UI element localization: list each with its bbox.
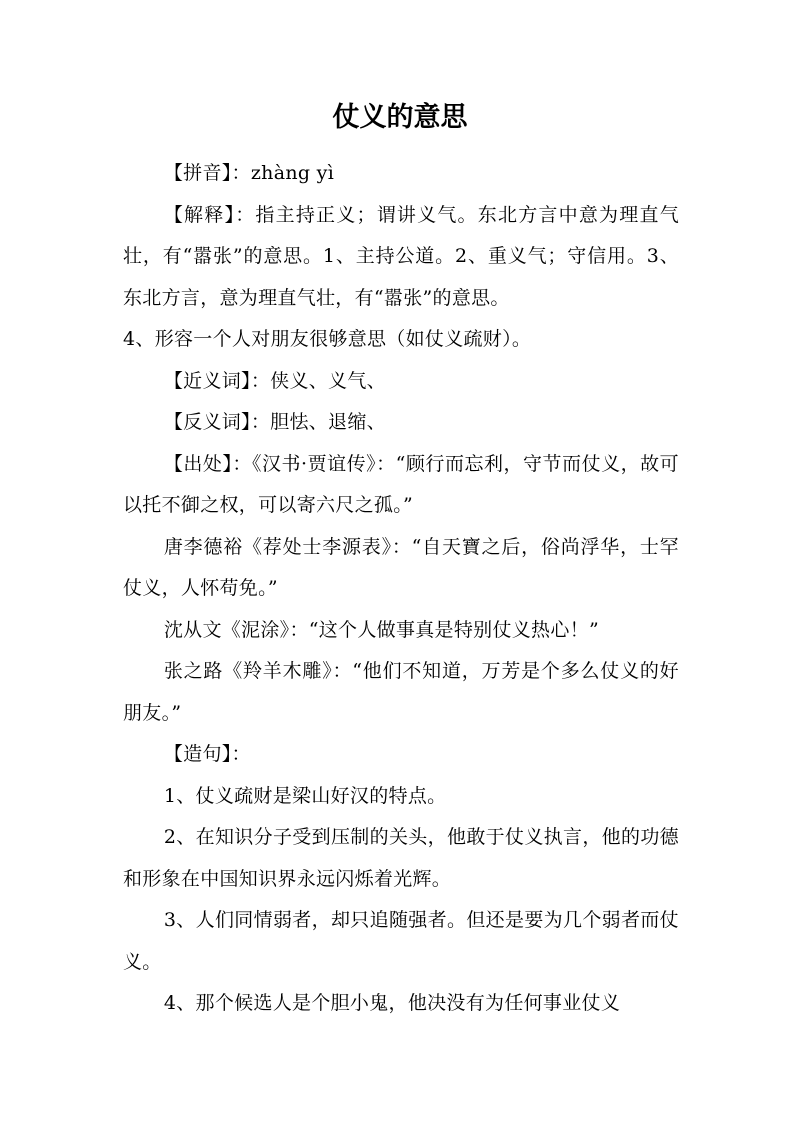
definition-paragraph: 【解释】：指主持正义；谓讲义气。东北方言中意为理直气壮，有“嚣张”的意思。1、主持公道。2、重义气；守信用。3、东北方言，意为理直气壮，有“嚣张”的意思。	[123, 203, 679, 309]
quote-zhang-zhilu: 张之路《羚羊木雕》：“他们不知道，万芳是个多么仗义的好朋友。”	[123, 660, 679, 724]
page-title: 仗义的意思	[332, 102, 468, 133]
document-body	[123, 153, 679, 1025]
antonyms-paragraph: 【反义词】：胆怯、退缩、	[163, 411, 386, 433]
synonyms-paragraph: 【近义词】：侠义、义气、	[163, 369, 386, 392]
example-sentence-4: 4、那个候选人是个胆小鬼，他决没有为任何事业仗义	[163, 992, 621, 1014]
definition-item-4: 4、形容一个人对朋友很够意思（如仗义疏财）。	[123, 328, 532, 350]
quote-shen-congwen: 沈从文《泥涂》：“这个人做事真是特别仗义热心！”	[163, 618, 599, 641]
example-sentence-1: 1、仗义疏财是梁山好汉的特点。	[163, 784, 447, 807]
source-paragraph: 【出处】：《汉书·贾谊传》：“顾行而忘利，守节而仗义，故可以托不御之权，可以寄六尺之孤。”	[123, 452, 679, 516]
example-sentence-2: 2、在知识分子受到压制的关头，他敢于仗义执言，他的功德和形象在中国知识界永远闪烁着光辉。	[123, 826, 679, 890]
pinyin-paragraph: 【拼音】：zhàng yì	[163, 162, 335, 184]
quote-li-deyu: 唐李德裕《荐处士李源表》：“自天寶之后，俗尚浮华，士罕仗义，人怀苟免。”	[123, 535, 679, 599]
example-sentence-3: 3、人们同情弱者，却只追随强者。但还是要为几个弱者而仗义。	[123, 909, 679, 973]
example-sentences-heading: 【造句】：	[163, 743, 251, 765]
